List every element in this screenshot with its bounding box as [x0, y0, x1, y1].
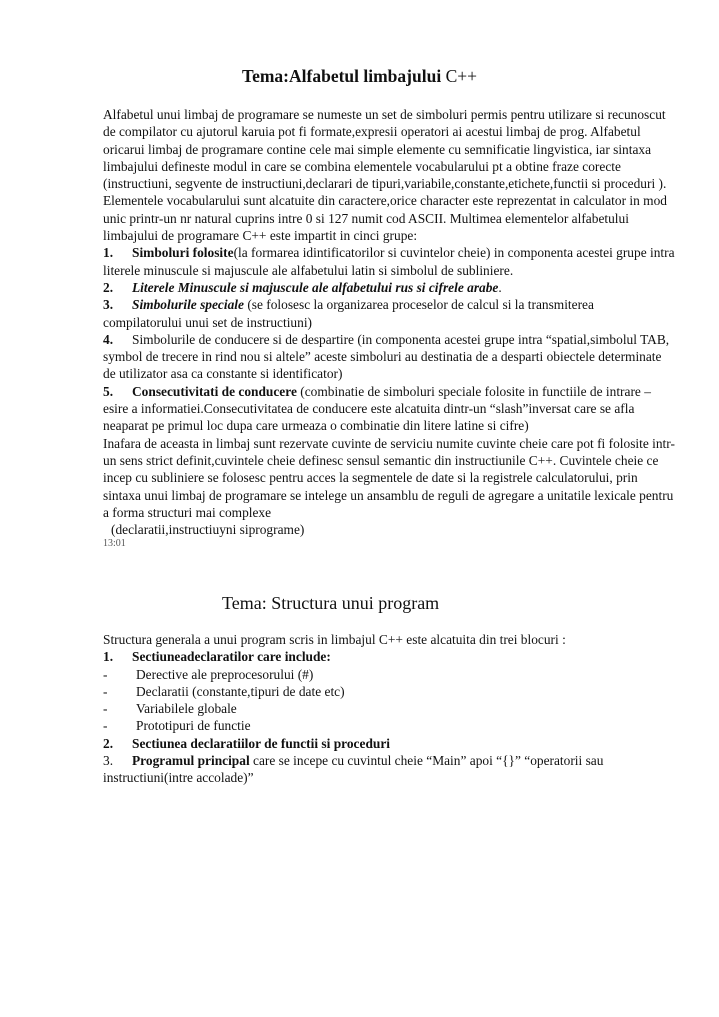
block-2 — [103, 735, 675, 752]
list-item-bold: Consecutivitati de conducere — [132, 383, 297, 399]
timestamp: 13:01 — [103, 538, 126, 550]
list-item-number: 3. — [103, 297, 114, 313]
block-number: 1. — [103, 649, 114, 665]
sub-item-text: Variabilele globale — [136, 701, 237, 717]
dash-bullet: - — [103, 718, 108, 734]
dash-bullet: - — [103, 701, 108, 717]
section2-intro: Structura generala a unui program scris in limbajul C++ este alcatuita din trei blocuri : — [103, 632, 566, 647]
block-label: Programul principal — [132, 753, 250, 769]
list-item-1 — [103, 244, 675, 279]
block-label: Sectiunea declaratiilor de functii si proceduri — [132, 735, 390, 751]
list-item-number: 4. — [103, 331, 114, 347]
sub-item-text: Derective ale preprocesorului (#) — [136, 666, 314, 682]
list-item-4 — [103, 331, 675, 383]
list-item-text: (combinatie de simboluri speciale folosite in functiile de intrare –esire a informatiei.Consecutivitatea de conducere este alcatuita dintr-un “slash”inversat care se afla neaparat pe primul loc dupa care urmeaza o combinatie din litere latine si cifre) — [103, 383, 651, 434]
section1-body — [103, 106, 675, 550]
list-item-number: 2. — [103, 279, 114, 295]
list-item-2 — [103, 279, 675, 296]
block-label: Sectiuneadeclaratilor care include: — [132, 649, 331, 665]
block-number: 3. — [103, 753, 114, 769]
section2-title: Tema: Structura unui program — [222, 593, 440, 613]
list-item-number: 5. — [103, 383, 114, 399]
sub-item — [103, 683, 675, 700]
block-3 — [103, 752, 675, 787]
dash-bullet: - — [103, 666, 108, 682]
section1-closing-tail: (declaratii,instructiuyni siprograme) — [111, 522, 305, 538]
sub-item — [103, 717, 675, 734]
sub-item-text: Declaratii (constante,tipuri de date etc) — [136, 683, 345, 699]
section1-title-bold: Tema:Alfabetul limbajului — [242, 66, 446, 86]
list-item-text: . — [498, 279, 502, 295]
list-item-bold: Simbolurile speciale — [132, 297, 244, 313]
section1-title — [0, 66, 719, 87]
list-item-3 — [103, 296, 675, 331]
block-number: 2. — [103, 735, 114, 751]
block-1 — [103, 648, 675, 665]
list-item-bold: Simboluri folosite — [132, 245, 234, 261]
sub-item — [103, 700, 675, 717]
list-item-text: (se folosesc la organizarea proceselor de calcul si la transmiterea compilatorului unui set de instructiuni) — [103, 297, 594, 330]
section1-intro: Alfabetul unui limbaj de programare se numeste un set de simboluri permis pentru utilizare si recunoscut de compilator cu ajutorul karuia pot fi formate,expresii operatori ai acestui limbaj de prog. Alfabetul oricarui limbaj de programare contine cele mai simple elemente cu semnificatie lingvistica, iar sintaxa limbajului defineste modul in care se combina elementele vocabularului pt a obtine fraze corecte (instructiuni, segvente de instructiuni,declarari de tipuri,variabile,constante,etichete,functii si proceduri ). Elementele vocabularului sunt alcatuite din caractere,orice character este reprezentat in calculator in mod unic printr-un nr natural cuprins intre 0 si 127 numit cod ASCII. Multimea elementelor alfabetului limbajului de programare C++ este impartit in cinci grupe: — [103, 107, 667, 244]
list-item-5 — [103, 383, 675, 435]
block-text: care se incepe cu cuvintul cheie “Main” apoi “{}” “operatorii sau instructiuni(intre accolade)” — [103, 753, 604, 786]
section1-title-tail: C++ — [445, 66, 477, 86]
section1-closing: Inafara de aceasta in limbaj sunt rezervate cuvinte de serviciu numite cuvinte cheie care pot fi folosite intr-un sens strict definit,cuvintele cheie definesc sensul semantic din instructiunile C++. Cuvintele cheie ce incep cu subliniere se folosesc pentru acces la segmentele de date si la registrele calculatorului, prin sintaxa unui limbaj de programare se intelege un ansamblu de reguli de agregare a unitatile lexicale pentru a forma structuri mai complexe — [103, 435, 675, 520]
list-item-text: Simbolurile de conducere si de despartire (in componenta acestei grupe intra “spatial,simbolul TAB, symbol de trecere in rind nou si altele” aceste simboluri au destinatia de a desparti obiectele determinate de utilizator asa ca constante si identificator) — [103, 331, 670, 382]
dash-bullet: - — [103, 683, 108, 699]
list-item-text: (la formarea idintificatorilor si cuvintelor cheie) in componenta acestei grupe intra literele minuscule si majuscule ale alfabetului latin si simbolul de subliniere. — [103, 245, 675, 278]
section2-body — [103, 631, 675, 787]
sub-item-text: Prototipuri de functie — [136, 718, 251, 734]
list-item-number: 1. — [103, 245, 114, 261]
sub-item — [103, 666, 675, 683]
list-item-bold: Literele Minuscule si majuscule ale alfabetului rus si cifrele arabe — [132, 279, 499, 295]
